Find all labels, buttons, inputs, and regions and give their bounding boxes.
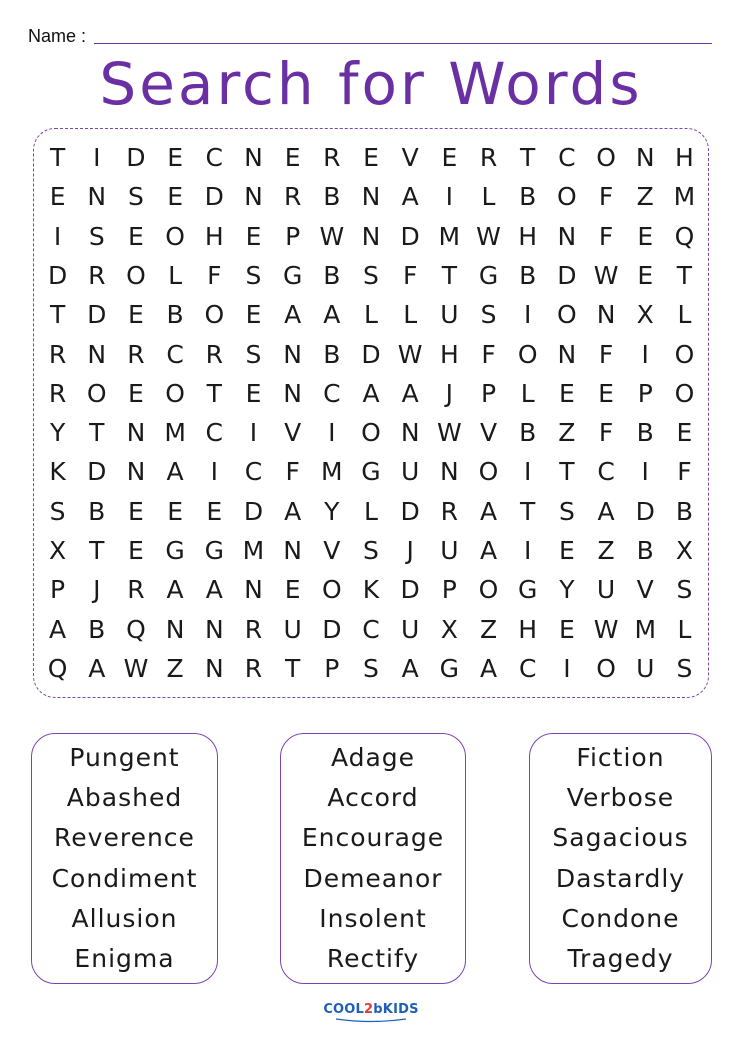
grid-letter[interactable]: C	[244, 457, 263, 487]
grid-letter[interactable]: E	[558, 614, 575, 644]
grid-letter[interactable]: R	[244, 653, 263, 683]
word-item: Rectify	[326, 944, 420, 974]
grid-letter[interactable]: B	[519, 260, 537, 290]
grid-letter[interactable]: V	[323, 535, 341, 565]
grid-letter[interactable]: N	[557, 339, 577, 369]
grid-letter[interactable]: N	[126, 457, 146, 487]
grid-letter[interactable]: N	[244, 143, 263, 173]
grid-letter[interactable]: H	[675, 143, 694, 173]
grid-letter[interactable]: L	[168, 260, 183, 290]
word-list-1	[31, 733, 218, 984]
grid-letter[interactable]: U	[401, 457, 420, 487]
grid-letter[interactable]: T	[441, 260, 457, 290]
grid-letter[interactable]: A	[284, 300, 302, 330]
grid-letter[interactable]: C	[518, 653, 537, 683]
grid-letter[interactable]: N	[283, 339, 302, 369]
grid-letter[interactable]: W	[123, 653, 149, 683]
grid-letter[interactable]: F	[402, 260, 418, 290]
grid-letter[interactable]: L	[481, 182, 496, 212]
grid-letter[interactable]: E	[245, 221, 262, 251]
grid-letter[interactable]: F	[481, 339, 496, 369]
grid-letter[interactable]: Z	[597, 535, 615, 565]
grid-letter[interactable]: E	[128, 535, 144, 565]
word-item: Verbose	[566, 782, 675, 812]
grid-letter[interactable]: E	[167, 143, 183, 173]
word-item: Pungent	[69, 742, 180, 772]
grid-letter[interactable]: I	[328, 418, 336, 448]
grid-letter[interactable]: N	[596, 300, 616, 330]
grid-letter[interactable]: F	[285, 457, 300, 487]
grid-letter[interactable]: C	[558, 143, 576, 173]
word-item: Enigma	[74, 944, 175, 974]
grid-letter[interactable]: A	[401, 182, 419, 212]
grid-letter[interactable]: T	[285, 653, 301, 683]
grid-letter[interactable]: C	[597, 457, 615, 487]
grid-letter[interactable]: O	[165, 221, 185, 251]
letter-grid	[38, 138, 704, 688]
logo-swoosh	[336, 1019, 406, 1022]
grid-letter[interactable]: I	[53, 221, 62, 251]
grid-letter[interactable]: M	[673, 182, 696, 212]
word-list-3	[529, 733, 712, 984]
grid-letter[interactable]: D	[204, 182, 224, 212]
grid-letter[interactable]: B	[323, 182, 341, 212]
grid-letter[interactable]: A	[479, 535, 498, 565]
grid-letter[interactable]: G	[282, 260, 303, 290]
grid-letter[interactable]: E	[128, 300, 144, 330]
grid-letter[interactable]: R	[205, 339, 223, 369]
grid-letter[interactable]: A	[479, 653, 498, 683]
grid-letter[interactable]: R	[440, 496, 459, 526]
grid-letter[interactable]: Q	[126, 614, 146, 644]
grid-letter[interactable]: N	[204, 653, 224, 683]
grid-letter[interactable]: G	[204, 535, 224, 565]
grid-letter[interactable]: D	[322, 614, 342, 644]
grid-letter[interactable]: W	[593, 260, 619, 290]
grid-letter[interactable]: D	[361, 339, 381, 369]
word-item: Condiment	[51, 863, 198, 893]
grid-letter[interactable]: E	[128, 496, 144, 526]
grid-letter[interactable]: X	[636, 300, 654, 330]
grid-letter[interactable]: O	[204, 300, 225, 330]
grid-letter[interactable]: A	[597, 496, 615, 526]
grid-letter[interactable]: N	[361, 182, 381, 212]
grid-letter[interactable]: E	[284, 575, 301, 605]
grid-letter[interactable]: R	[127, 339, 145, 369]
grid-letter[interactable]: B	[636, 535, 654, 565]
grid-letter[interactable]: N	[400, 418, 420, 448]
grid-letter[interactable]: O	[126, 260, 146, 290]
word-item: Tragedy	[567, 944, 674, 974]
grid-letter[interactable]: A	[401, 653, 419, 683]
page-title: Search for Words	[99, 50, 643, 118]
grid-letter[interactable]: J	[445, 378, 454, 408]
grid-letter[interactable]: G	[165, 535, 185, 565]
grid-letter[interactable]: F	[598, 182, 614, 212]
grid-letter[interactable]: U	[440, 535, 459, 565]
grid-letter[interactable]: U	[401, 614, 420, 644]
grid-letter[interactable]: A	[49, 614, 67, 644]
grid-letter[interactable]: T	[676, 260, 693, 290]
grid-letter[interactable]: B	[88, 614, 106, 644]
word-item: Demeanor	[303, 863, 443, 893]
grid-letter[interactable]: F	[598, 418, 614, 448]
grid-letter[interactable]: S	[363, 535, 379, 565]
grid-letter[interactable]: O	[557, 300, 577, 330]
word-list-2	[280, 733, 466, 984]
grid-letter[interactable]: E	[167, 182, 183, 212]
grid-letter[interactable]: I	[445, 182, 454, 212]
grid-letter[interactable]: R	[283, 182, 302, 212]
grid-letter[interactable]: I	[524, 535, 532, 565]
grid-letter[interactable]: D	[87, 300, 107, 330]
grid-letter[interactable]: E	[363, 143, 379, 173]
grid-letter[interactable]: J	[406, 535, 414, 565]
grid-letter[interactable]: N	[439, 457, 459, 487]
word-item: Abashed	[66, 782, 183, 812]
grid-letter[interactable]: E	[245, 378, 262, 408]
grid-letter[interactable]: O	[596, 143, 616, 173]
grid-letter[interactable]: M	[634, 614, 657, 644]
grid-letter[interactable]: E	[637, 260, 654, 290]
logo-text-two: 2	[364, 1002, 374, 1017]
grid-letter[interactable]: L	[677, 614, 692, 644]
grid-letter[interactable]: D	[557, 260, 577, 290]
grid-letter[interactable]: E	[284, 143, 301, 173]
grid-letter[interactable]: G	[361, 457, 381, 487]
grid-letter[interactable]: O	[165, 378, 185, 408]
grid-letter[interactable]: F	[677, 457, 692, 487]
grid-letter[interactable]: S	[127, 182, 144, 212]
grid-letter[interactable]: Y	[559, 575, 575, 605]
grid-letter[interactable]: S	[88, 221, 105, 251]
grid-letter[interactable]: E	[49, 182, 66, 212]
grid-letter[interactable]: W	[397, 339, 423, 369]
grid-letter[interactable]: R	[88, 260, 106, 290]
grid-letter[interactable]: N	[126, 418, 146, 448]
grid-letter[interactable]: U	[440, 300, 459, 330]
grid-letter[interactable]: M	[164, 418, 186, 448]
grid-letter[interactable]: U	[636, 653, 655, 683]
grid-letter[interactable]: I	[641, 339, 649, 369]
grid-letter[interactable]: G	[518, 575, 538, 605]
grid-letter[interactable]: D	[243, 496, 264, 526]
grid-letter[interactable]: P	[324, 653, 340, 683]
grid-letter[interactable]: E	[128, 378, 144, 408]
grid-letter[interactable]: B	[166, 300, 184, 330]
grid-letter[interactable]: D	[126, 143, 146, 173]
grid-letter[interactable]: C	[205, 418, 224, 448]
grid-letter[interactable]: T	[559, 457, 575, 487]
grid-letter[interactable]: B	[323, 339, 341, 369]
grid-letter[interactable]: R	[48, 339, 67, 369]
grid-letter[interactable]: B	[675, 496, 693, 526]
grid-letter[interactable]: F	[598, 339, 614, 369]
grid-letter[interactable]: U	[283, 614, 302, 644]
grid-letter[interactable]: R	[479, 143, 498, 173]
grid-letter[interactable]: Q	[674, 221, 695, 251]
grid-letter[interactable]: A	[479, 496, 498, 526]
grid-letter[interactable]: O	[674, 378, 695, 408]
grid-letter[interactable]: E	[167, 496, 183, 526]
grid-letter[interactable]: E	[245, 300, 262, 330]
grid-letter[interactable]: N	[87, 182, 107, 212]
grid-letter[interactable]: A	[166, 575, 184, 605]
grid-letter[interactable]: C	[362, 614, 380, 644]
word-item: Condone	[561, 903, 680, 933]
grid-letter[interactable]: T	[49, 143, 66, 173]
grid-letter[interactable]: S	[245, 339, 262, 369]
grid-letter[interactable]: I	[641, 457, 649, 487]
grid-letter[interactable]: T	[89, 535, 105, 565]
grid-letter[interactable]: M	[242, 535, 265, 565]
grid-letter[interactable]: S	[363, 260, 379, 290]
grid-letter[interactable]: X	[675, 535, 693, 565]
word-item: Dastardly	[555, 863, 686, 893]
grid-letter[interactable]: Z	[558, 418, 576, 448]
grid-letter[interactable]: C	[323, 378, 341, 408]
grid-letter[interactable]: D	[87, 457, 107, 487]
grid-letter[interactable]: N	[557, 221, 577, 251]
grid-letter[interactable]: E	[558, 535, 575, 565]
grid-letter[interactable]: A	[284, 496, 302, 526]
logo-text-cool: COOL	[323, 1002, 365, 1017]
grid-letter[interactable]: D	[635, 496, 655, 526]
name-row	[28, 24, 714, 48]
grid-letter[interactable]: C	[166, 339, 184, 369]
grid-letter[interactable]: R	[127, 575, 145, 605]
grid-letter[interactable]: A	[166, 457, 184, 487]
grid-letter[interactable]: L	[403, 300, 418, 330]
grid-letter[interactable]: S	[245, 260, 262, 290]
grid-letter[interactable]: N	[204, 614, 224, 644]
grid-letter[interactable]: V	[284, 418, 302, 448]
grid-letter[interactable]: A	[362, 378, 380, 408]
grid-letter[interactable]: F	[207, 260, 222, 290]
grid-letter[interactable]: H	[518, 614, 538, 644]
grid-letter[interactable]: D	[400, 221, 420, 251]
grid-letter[interactable]: R	[323, 143, 341, 173]
grid-letter[interactable]: D	[47, 260, 68, 290]
grid-letter[interactable]: Z	[636, 182, 654, 212]
grid-letter[interactable]: E	[128, 221, 144, 251]
grid-letter[interactable]: G	[478, 260, 499, 290]
grid-letter[interactable]: W	[436, 418, 462, 448]
grid-letter[interactable]: H	[518, 221, 538, 251]
grid-letter[interactable]: H	[204, 221, 224, 251]
grid-letter[interactable]: L	[364, 496, 378, 526]
grid-letter[interactable]: J	[93, 575, 101, 605]
grid-letter[interactable]: I	[93, 143, 101, 173]
grid-letter[interactable]: O	[321, 575, 342, 605]
grid-letter[interactable]: Q	[47, 653, 68, 683]
grid-letter[interactable]: I	[524, 300, 532, 330]
grid-letter[interactable]: S	[676, 575, 693, 605]
grid-letter[interactable]: S	[363, 653, 379, 683]
grid-letter[interactable]: M	[438, 221, 461, 251]
grid-letter[interactable]: O	[517, 339, 538, 369]
grid-letter[interactable]: B	[88, 496, 106, 526]
grid-letter[interactable]: O	[557, 182, 577, 212]
word-item: Encourage	[301, 823, 445, 853]
grid-letter[interactable]: G	[439, 653, 460, 683]
grid-letter[interactable]: S	[480, 300, 497, 330]
grid-letter[interactable]: O	[674, 339, 695, 369]
grid-letter[interactable]: B	[636, 418, 654, 448]
grid-letter[interactable]: N	[635, 143, 655, 173]
grid-letter[interactable]: A	[205, 575, 223, 605]
grid-letter[interactable]: T	[520, 496, 536, 526]
word-item: Insolent	[319, 903, 427, 933]
grid-letter[interactable]: V	[479, 418, 498, 448]
word-item: Allusion	[71, 903, 178, 933]
grid-letter[interactable]: E	[441, 143, 458, 173]
grid-letter[interactable]: O	[478, 457, 499, 487]
grid-letter[interactable]: Z	[479, 614, 498, 644]
grid-letter[interactable]: N	[361, 221, 381, 251]
grid-letter[interactable]: E	[598, 378, 614, 408]
grid-letter[interactable]: L	[677, 300, 692, 330]
grid-letter[interactable]: R	[48, 378, 67, 408]
grid-letter[interactable]: Y	[49, 418, 66, 448]
grid-letter[interactable]: M	[321, 457, 343, 487]
grid-letter[interactable]: E	[558, 378, 575, 408]
grid-letter[interactable]: I	[249, 418, 258, 448]
grid-letter[interactable]: I	[563, 653, 571, 683]
grid-letter[interactable]: B	[323, 260, 341, 290]
grid-letter[interactable]: R	[244, 614, 263, 644]
grid-letter[interactable]: L	[520, 378, 535, 408]
grid-letter[interactable]: L	[364, 300, 378, 330]
grid-letter[interactable]: U	[596, 575, 616, 605]
grid-letter[interactable]: T	[520, 143, 536, 173]
grid-letter[interactable]: N	[244, 182, 263, 212]
name-label: Name :	[28, 26, 87, 46]
grid-letter[interactable]: E	[637, 221, 654, 251]
word-item: Sagacious	[552, 823, 689, 853]
grid-letter[interactable]: X	[440, 614, 458, 644]
grid-letter[interactable]: N	[87, 339, 107, 369]
grid-letter[interactable]: N	[244, 575, 263, 605]
grid-letter[interactable]: N	[165, 614, 185, 644]
grid-letter[interactable]: W	[476, 221, 501, 251]
name-line[interactable]	[94, 43, 712, 44]
grid-letter[interactable]: T	[49, 300, 66, 330]
grid-letter[interactable]: T	[89, 418, 105, 448]
grid-letter[interactable]: S	[49, 496, 66, 526]
word-item: Accord	[327, 782, 419, 812]
grid-letter[interactable]: V	[636, 575, 654, 605]
svg-text:COOL2bKIDS	[323, 1002, 418, 1017]
grid-letter[interactable]: E	[676, 418, 693, 448]
grid-letter[interactable]: P	[50, 575, 66, 605]
grid-letter[interactable]: S	[558, 496, 575, 526]
grid-letter[interactable]: X	[49, 535, 67, 565]
grid-letter[interactable]: W	[593, 614, 619, 644]
grid-letter[interactable]: Y	[324, 496, 340, 526]
word-item: Reverence	[54, 823, 195, 853]
grid-letter[interactable]: K	[49, 457, 66, 487]
grid-letter[interactable]: S	[676, 653, 693, 683]
grid-letter[interactable]: P	[441, 575, 457, 605]
grid-letter[interactable]: E	[206, 496, 223, 526]
grid-letter[interactable]: W	[319, 221, 345, 251]
grid-letter[interactable]: I	[210, 457, 218, 487]
grid-letter[interactable]: N	[283, 378, 302, 408]
grid-letter[interactable]: P	[637, 378, 653, 408]
grid-letter[interactable]: N	[283, 535, 302, 565]
grid-letter[interactable]: O	[478, 575, 499, 605]
grid-letter[interactable]: P	[285, 221, 301, 251]
grid-letter[interactable]: A	[401, 378, 419, 408]
grid-letter[interactable]: D	[400, 575, 420, 605]
grid-letter[interactable]: B	[519, 418, 537, 448]
grid-letter[interactable]: F	[598, 221, 614, 251]
grid-letter[interactable]: O	[596, 653, 616, 683]
grid-letter[interactable]: A	[88, 653, 106, 683]
grid-letter[interactable]: I	[524, 457, 532, 487]
cool2bkids-logo	[318, 997, 424, 1025]
grid-letter[interactable]: O	[86, 378, 107, 408]
grid-letter[interactable]: A	[323, 300, 341, 330]
grid-letter[interactable]: O	[361, 418, 381, 448]
grid-letter[interactable]: T	[206, 378, 222, 408]
grid-letter[interactable]: H	[439, 339, 459, 369]
grid-letter[interactable]: Z	[166, 653, 184, 683]
grid-letter[interactable]: K	[362, 575, 380, 605]
word-item: Fiction	[576, 742, 665, 772]
grid-letter[interactable]: D	[400, 496, 420, 526]
word-item: Adage	[330, 742, 416, 772]
grid-letter[interactable]: B	[519, 182, 537, 212]
grid-letter[interactable]: P	[480, 378, 497, 408]
grid-letter[interactable]: V	[401, 143, 419, 173]
grid-letter[interactable]: C	[205, 143, 224, 173]
logo-text-bkids: bKIDS	[373, 1002, 419, 1017]
